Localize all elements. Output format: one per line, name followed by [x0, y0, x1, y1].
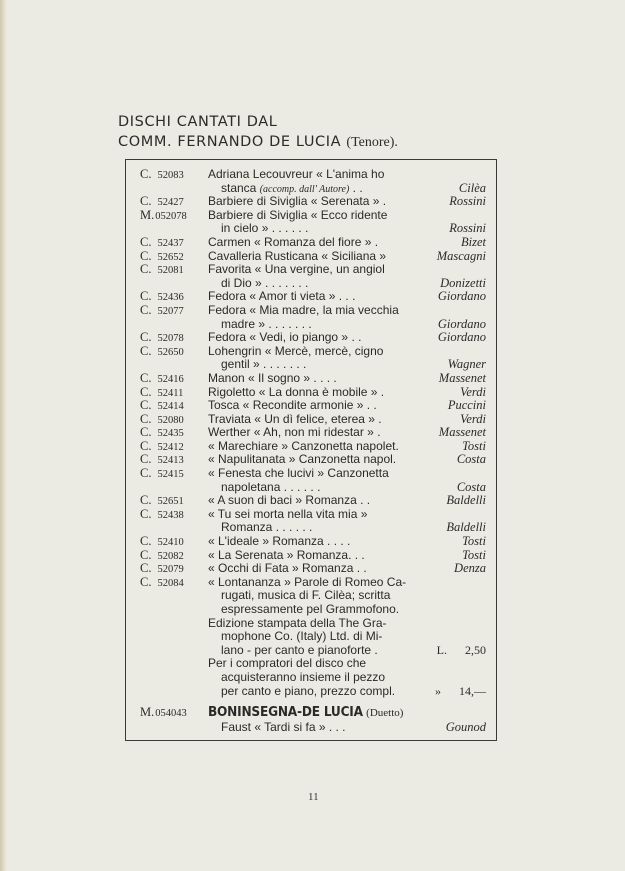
catalog-digits: 054043 [155, 708, 187, 720]
catalog-digits: 52078 [157, 333, 184, 345]
catalog-digits: 52412 [157, 441, 184, 453]
record-title: « Napulitanata » Canzonetta napol. [208, 452, 397, 467]
composer-name: Giordano [437, 316, 486, 331]
catalog-prefix: C. [140, 248, 152, 263]
catalog-prefix: C. [140, 194, 152, 209]
catalog-prefix: C. [140, 411, 152, 426]
singer-name: COMM. FERNANDO DE LUCIA [118, 134, 342, 150]
record-title: « L'ideale » Romanza . . . . [208, 534, 351, 549]
record-title: gentil » . . . . . . . [221, 357, 307, 372]
combo-offer-line [126, 671, 496, 685]
catalog-prefix: C. [140, 384, 152, 399]
catalog-prefix: C. [140, 234, 152, 249]
catalog-prefix: C. [140, 493, 152, 508]
catalog-digits: 52411 [157, 387, 184, 399]
price-value: 2,50 [465, 642, 486, 657]
record-entry-line [126, 508, 496, 522]
catalog-digits: 052078 [155, 210, 187, 222]
catalog-digits: 52084 [157, 577, 184, 589]
record-title: di Dio » . . . . . . . [221, 275, 309, 290]
catalog-prefix: C. [140, 167, 152, 181]
composer-name: Massenet [438, 425, 486, 440]
catalog-digits: 52081 [157, 265, 184, 277]
catalog-digits: 52427 [157, 197, 184, 209]
catalog-prefix: M. [140, 705, 155, 720]
record-title: Carmen « Romanza del fiore » . [208, 234, 379, 249]
catalog-prefix: C. [140, 398, 152, 413]
record-entry-line [126, 589, 496, 603]
catalog-digits: 52436 [157, 292, 184, 304]
catalog-prefix: C. [140, 343, 152, 358]
duet-entry-line [126, 721, 496, 735]
record-title: Adriana Lecouvreur « L'anima ho [208, 167, 385, 181]
composer-name: Verdi [460, 384, 486, 399]
combo-price [435, 685, 486, 699]
catalog-prefix: C. [140, 534, 152, 549]
composer-name: Baldelli [446, 520, 486, 535]
catalog-number [140, 704, 210, 722]
composer-name: Puccini [447, 398, 486, 413]
composer-name: Rossini [449, 221, 486, 236]
catalog-digits: 52651 [157, 496, 184, 508]
catalog-digits: 52438 [157, 509, 184, 521]
catalog-digits: 52650 [157, 346, 184, 358]
record-title: Faust « Tardi si fa » . . . [221, 720, 346, 735]
record-entry-line [126, 481, 496, 495]
catalog-number [140, 508, 210, 523]
catalog-digits: 52415 [157, 469, 184, 481]
catalog-digits: 52082 [157, 550, 184, 562]
combo-text: Per i compratori del disco che [208, 656, 367, 671]
record-title: Romanza . . . . . . [221, 520, 313, 535]
page-number: 11 [308, 791, 319, 803]
record-entry-line [126, 453, 496, 467]
record-entry-line [126, 182, 496, 196]
record-entry-line [126, 549, 496, 563]
composer-name: Denza [454, 561, 486, 576]
catalog-number [140, 576, 210, 591]
composer-name: Wagner [447, 357, 486, 372]
record-title: Cavalleria Rusticana « Siciliana » [208, 248, 387, 263]
record-list [126, 168, 496, 735]
catalog-digits: 52410 [157, 537, 184, 549]
record-entry-line [126, 535, 496, 549]
record-entry-line [126, 603, 496, 617]
record-entry-line [126, 290, 496, 304]
record-title: « Fenesta che lucivi » Canzonetta [208, 466, 389, 481]
catalog-number [140, 304, 210, 319]
composer-name: Costa [456, 479, 486, 494]
edition-line [126, 630, 496, 644]
combo-offer-line [126, 657, 496, 671]
record-entry-line [126, 195, 496, 209]
composer-name: Rossini [449, 194, 486, 209]
currency-label: L. [436, 642, 447, 657]
record-title: « La Serenata » Romanza. . . [208, 547, 365, 562]
record-entry-line [126, 426, 496, 440]
heading-line-1: DISCHI CANTATI DAL [118, 114, 278, 130]
record-title: napoletana . . . . . . [221, 479, 321, 494]
catalog-digits: 52077 [157, 305, 184, 317]
catalog-prefix: C. [140, 561, 152, 576]
composer-name: Verdi [460, 411, 486, 426]
edition-price [437, 644, 486, 658]
composer-name: Bizet [461, 234, 486, 249]
record-entry-line [126, 386, 496, 400]
record-entry-line [126, 467, 496, 481]
combo-offer-line [126, 685, 496, 699]
catalog-prefix: C. [140, 466, 152, 481]
record-entry-line [126, 250, 496, 264]
catalog-prefix: C. [140, 506, 152, 521]
record-entry-line [126, 372, 496, 386]
catalog-number [140, 209, 210, 224]
record-entry-line [126, 399, 496, 413]
record-title-text: stanca [221, 180, 257, 195]
composer-name: Baldelli [446, 493, 486, 508]
record-entry-line [126, 304, 496, 318]
record-entry-line [126, 345, 496, 359]
record-title: Traviata « Un dì felice, eterea » . [208, 411, 382, 426]
record-title: Tosca « Recondite armonie » . . [208, 398, 377, 413]
catalog-prefix: C. [140, 425, 152, 440]
catalog-digits: 52079 [157, 564, 184, 576]
record-entry-line [126, 331, 496, 345]
combo-text: per canto e piano, prezzo compl. [221, 683, 396, 698]
catalog-number [140, 263, 210, 278]
catalog-digits: 52083 [157, 170, 184, 181]
record-entry-line [126, 277, 496, 291]
composer-name: Gounod [445, 720, 486, 735]
record-title: Werther « Ah, non mi ridestar » . [208, 425, 381, 440]
record-entry-line [126, 222, 496, 236]
edition-text: mophone Co. (Italy) Ltd. di Mi- [221, 629, 383, 644]
page-binding-edge [0, 0, 7, 871]
catalog-digits: 52437 [157, 237, 184, 249]
catalog-prefix: C. [140, 574, 152, 589]
composer-name: Tosti [462, 438, 486, 453]
duet-entry-line [126, 704, 496, 721]
catalog-prefix: C. [140, 452, 152, 467]
composer-name: Giordano [437, 330, 486, 345]
duet-type: (Duetto) [366, 707, 404, 720]
dot-leader: . . [349, 180, 363, 195]
record-entry-line [126, 318, 496, 332]
record-entry-line [126, 168, 496, 182]
record-note: (accomp. dall' Autore) [259, 183, 350, 195]
section-heading [118, 112, 398, 153]
record-title: Fedora « Amor ti vieta » . . . [208, 289, 356, 304]
edition-text: lano - per canto e pianoforte . [221, 642, 378, 657]
composer-name: Costa [456, 452, 486, 467]
composer-name: Mascagni [436, 248, 486, 263]
record-entry-line [126, 358, 496, 372]
voice-type: (Tenore). [346, 135, 398, 150]
record-title: Fedora « Mia madre, la mia vecchia [208, 302, 399, 317]
edition-line [126, 644, 496, 658]
record-entry-line [126, 440, 496, 454]
record-title: Lohengrin « Mercè, mercè, cigno [208, 343, 384, 358]
catalog-prefix: M. [140, 207, 155, 222]
record-title: in cielo » . . . . . . [221, 221, 309, 236]
edition-text: Edizione stampata della The Gra- [208, 615, 387, 630]
record-entry-line [126, 562, 496, 576]
record-title: « A suon di baci » Romanza . . [208, 493, 371, 508]
record-entry-line [126, 576, 496, 590]
catalog-prefix: C. [140, 302, 152, 317]
catalog-number [140, 467, 210, 482]
duet-artists: BONINSEGNA-DE LUCIA [208, 704, 363, 721]
record-title: « Lontananza » Parole di Romeo Ca- [208, 574, 407, 589]
price-value: 14,— [459, 683, 486, 698]
record-entry-line [126, 263, 496, 277]
edition-line [126, 617, 496, 631]
catalog-prefix: C. [140, 289, 152, 304]
ditto-mark: » [435, 683, 441, 698]
catalog-digits: 52080 [157, 414, 184, 426]
record-title: « Tu sei morta nella vita mia » [208, 506, 368, 521]
catalog-digits: 52652 [157, 251, 184, 263]
catalog-prefix: C. [140, 547, 152, 562]
record-catalog-frame [125, 159, 497, 741]
record-title: Rigoletto « La donna è mobile » . [208, 384, 385, 399]
catalog-prefix: C. [140, 262, 152, 277]
record-entry-line [126, 236, 496, 250]
composer-name: Tosti [462, 534, 486, 549]
catalog-digits: 52416 [157, 373, 184, 385]
record-title: « Occhi di Fata » Romanza . . [208, 561, 367, 576]
composer-name: Giordano [437, 289, 486, 304]
composer-name: Tosti [462, 547, 486, 562]
record-title: Fedora « Vedi, io piango » . . [208, 330, 362, 345]
catalog-number [140, 168, 210, 183]
record-title: rugati, musica di F. Cilèa; scritta [221, 588, 391, 603]
record-entry-line [126, 494, 496, 508]
record-entry-line [126, 521, 496, 535]
record-title: Barbiere di Siviglia « Serenata » . [208, 194, 387, 209]
record-title: « Marechiare » Canzonetta napolet. [208, 438, 399, 453]
combo-text: acquisteranno insieme il pezzo [221, 669, 386, 684]
composer-name: Massenet [438, 370, 486, 385]
composer-name: Cilèa [458, 180, 486, 195]
catalog-digits: 52413 [157, 455, 184, 467]
catalog-prefix: C. [140, 438, 152, 453]
catalog-number [140, 345, 210, 360]
record-title: Barbiere di Siviglia « Ecco ridente [208, 207, 388, 222]
record-title: madre » . . . . . . . [221, 316, 312, 331]
catalog-prefix: C. [140, 330, 152, 345]
record-title: Favorita « Una vergine, un angiol [208, 262, 385, 277]
composer-name: Donizetti [440, 275, 486, 290]
record-title: Manon « Il sogno » . . . . [208, 370, 337, 385]
catalog-digits: 52435 [157, 428, 184, 440]
record-entry-line [126, 209, 496, 223]
record-entry-line [126, 413, 496, 427]
record-title: espressamente pel Grammofono. [221, 602, 400, 616]
catalog-prefix: C. [140, 370, 152, 385]
heading-line-2 [118, 132, 398, 153]
catalog-digits: 52414 [157, 401, 184, 413]
